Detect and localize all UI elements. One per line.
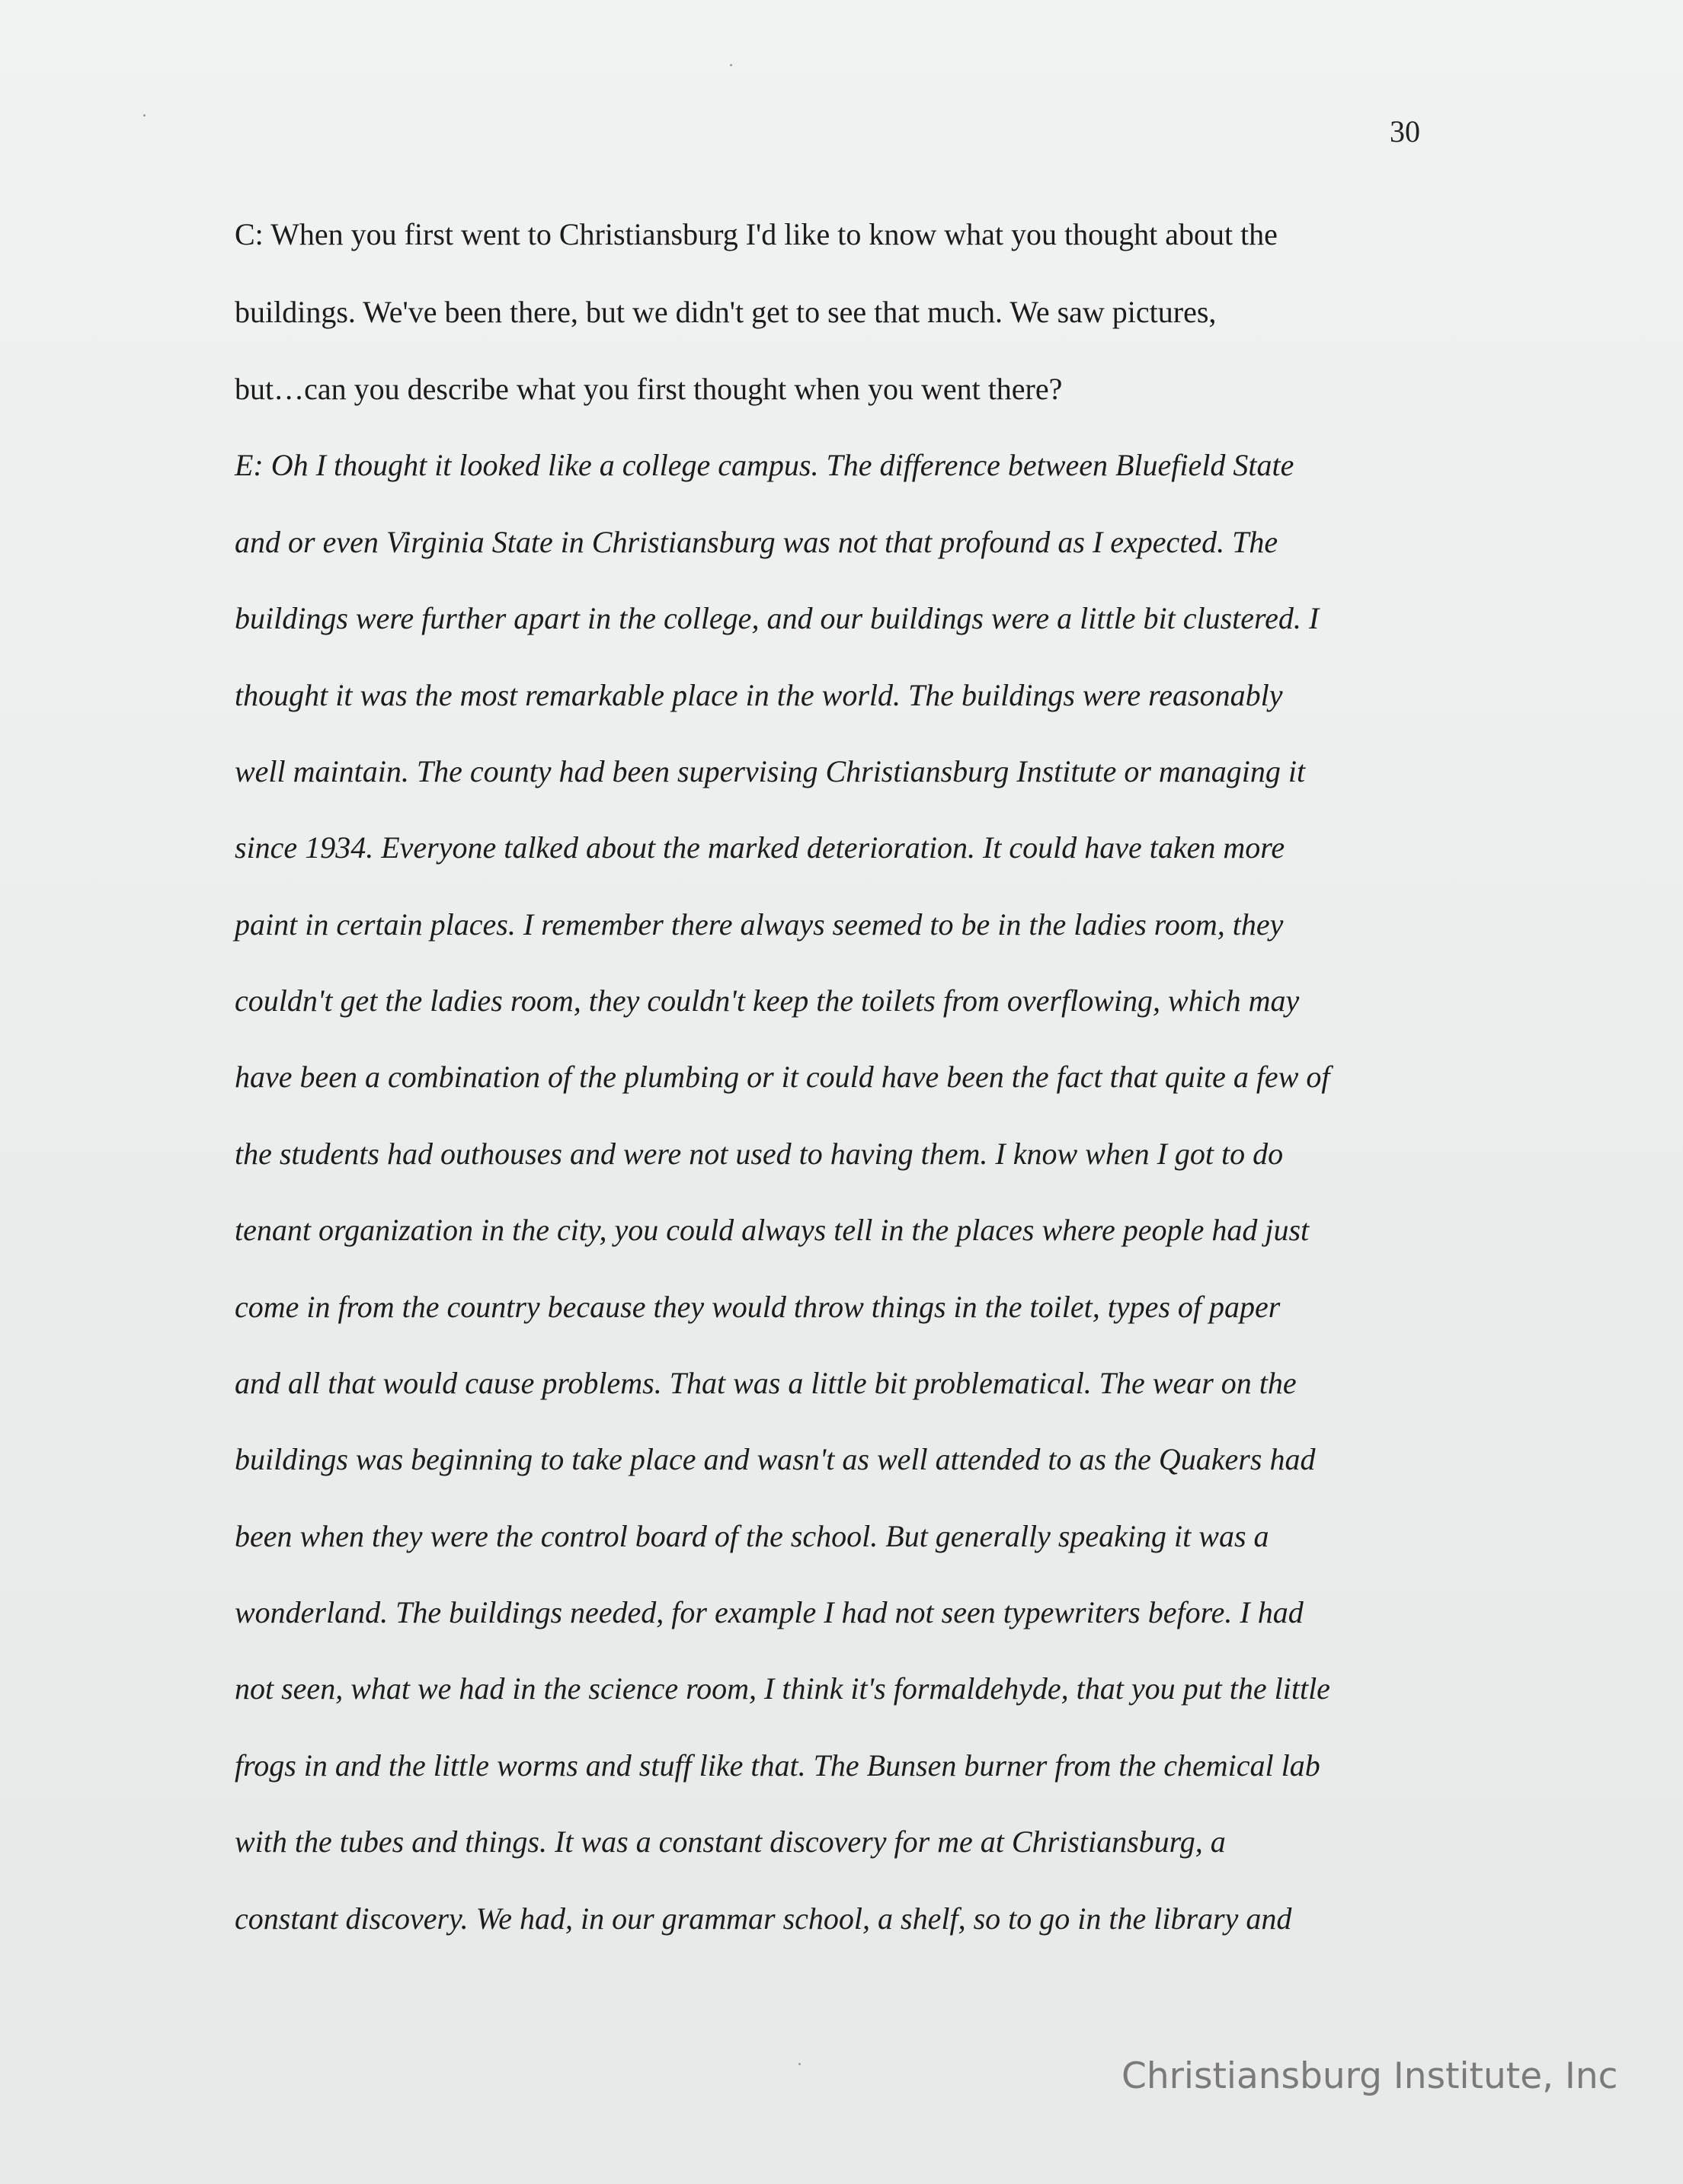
answer-line: constant discovery. We had, in our grammar school, a shelf, so to go in the library and — [235, 1901, 1292, 1936]
answer-line: wonderland. The buildings needed, for example I had not seen typewriters before. I had — [235, 1595, 1304, 1629]
answer-line: tenant organization in the city, you could always tell in the places where people had just — [235, 1213, 1310, 1247]
answer-line: couldn't get the ladies room, they couldn't keep the toilets from overflowing, which may — [235, 983, 1300, 1018]
answer-line: frogs in and the little worms and stuff like that. The Bunsen burner from the chemical lab — [235, 1748, 1320, 1783]
answer-line: been when they were the control board of the school. But generally speaking it was a — [235, 1519, 1269, 1553]
answer-line: buildings were further apart in the college, and our buildings were a little bit clustered. I — [235, 601, 1320, 635]
answer-line: not seen, what we had in the science room, I think it's formaldehyde, that you put the little — [235, 1671, 1330, 1706]
question-line: buildings. We've been there, but we didn't get to see that much. We saw pictures, — [235, 295, 1217, 329]
answer-line: paint in certain places. I remember there always seemed to be in the ladies room, they — [235, 907, 1284, 942]
question-line: C: When you first went to Christiansburg I'd like to know what you thought about the — [235, 217, 1278, 251]
page-number: 30 — [1390, 114, 1420, 149]
question-line: but…can you describe what you first thought when you went there? — [235, 372, 1063, 406]
answer-line: with the tubes and things. It was a constant discovery for me at Christiansburg, a — [235, 1824, 1226, 1859]
paper-speck — [798, 2063, 801, 2065]
answer-line: and or even Virginia State in Christiansburg was not that profound as I expected. The — [235, 525, 1278, 559]
answer-line: thought it was the most remarkable place in the world. The buildings were reasonably — [235, 678, 1283, 712]
answer-line: buildings was beginning to take place and wasn't as well attended to as the Quakers had — [235, 1442, 1316, 1476]
answer-line: the students had outhouses and were not used to having them. I know when I got to do — [235, 1137, 1284, 1171]
paper-speck — [730, 64, 732, 66]
answer-line: well maintain. The county had been supervising Christiansburg Institute or managing it — [235, 754, 1306, 788]
watermark-text: Christiansburg Institute, Inc — [1121, 2055, 1618, 2097]
answer-line: come in from the country because they would throw things in the toilet, types of paper — [235, 1290, 1281, 1324]
answer-line: since 1934. Everyone talked about the marked deterioration. It could have taken more — [235, 830, 1285, 865]
paper-speck — [143, 114, 146, 117]
answer-line: and all that would cause problems. That was a little bit problematical. The wear on the — [235, 1366, 1297, 1400]
answer-line: E: Oh I thought it looked like a college campus. The difference between Bluefield State — [235, 448, 1294, 482]
answer-line: have been a combination of the plumbing or it could have been the fact that quite a few of — [235, 1060, 1330, 1094]
